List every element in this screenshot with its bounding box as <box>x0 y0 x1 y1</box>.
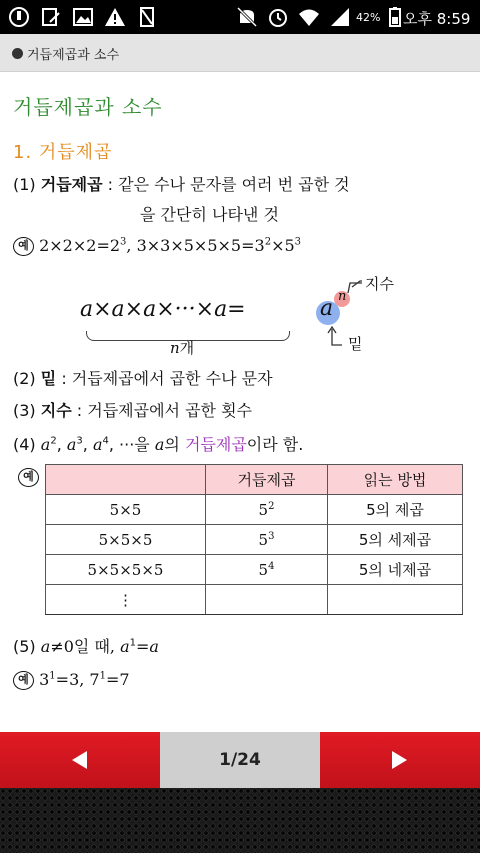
status-bar <box>0 0 480 34</box>
alarm-icon <box>267 6 289 28</box>
definition-5: (5) a≠0일 때, $a^1=a$ <box>13 637 159 656</box>
lesson-content <box>0 72 480 732</box>
definition-1-line2: 을 간단히 나타낸 것 <box>140 205 279 224</box>
table-header <box>46 465 206 495</box>
battery-percent: 42% <box>356 11 381 24</box>
power-table <box>45 464 463 615</box>
example-badge: 예 <box>18 468 39 487</box>
previous-page-button[interactable] <box>0 732 160 788</box>
page-title: 거듭제곱과 소수 <box>27 48 120 63</box>
exponent-label: 지수 <box>365 275 394 293</box>
table-row: 5×5×5×5 $5^4$ 5의 네제곱 <box>46 555 463 585</box>
speaker-grille-decoration <box>0 788 480 853</box>
definition-2: (2) 밑 : 거듭제곱에서 곱한 수나 문자 <box>13 369 273 388</box>
left-arrow-icon <box>72 751 87 769</box>
repeated-product: a×a×a×···×a= <box>80 297 246 322</box>
highlighted-term: 거듭제곱 <box>184 435 247 454</box>
table-header: 읽는 방법 <box>328 465 463 495</box>
example-badge: 예 <box>13 237 34 256</box>
table-row: ⋮ <box>46 585 463 615</box>
table-header-row <box>46 465 463 495</box>
table-header: 거듭제곱 <box>206 465 328 495</box>
bullet-icon <box>12 48 23 59</box>
section-heading: 1. 거듭제곱 <box>13 142 113 163</box>
signal-icon <box>329 6 351 28</box>
edit-icon <box>40 6 62 28</box>
image-icon <box>72 6 94 28</box>
example-2: 예 $3^1=3$, $7^1=7$ <box>13 670 130 690</box>
table-row: 5×5×5 $5^3$ 5의 세제곱 <box>46 525 463 555</box>
base-label: 밑 <box>348 335 363 353</box>
app-icon <box>8 6 30 28</box>
clock: 오후 8:59 <box>403 10 471 28</box>
example-badge: 예 <box>13 671 34 690</box>
exponent-symbol: n <box>338 289 347 304</box>
table-row: 5×5 $5^2$ 5의 제곱 <box>46 495 463 525</box>
definition-1: (1) 거듭제곱 : 같은 수나 문자를 여러 번 곱한 것 <box>13 175 350 194</box>
definition-4: (4) $a^2$, $a^3$, $a^4$, ···을 a의 거듭제곱이라 함. <box>13 435 304 454</box>
next-page-button[interactable] <box>320 732 480 788</box>
app-header <box>0 34 480 72</box>
lesson-heading: 거듭제곱과 소수 <box>13 95 163 119</box>
right-arrow-icon <box>392 751 407 769</box>
blocked-icon <box>136 6 158 28</box>
brace-label: n개 <box>170 339 195 357</box>
power-diagram <box>80 275 400 359</box>
definition-3: (3) 지수 : 거듭제곱에서 곱한 횟수 <box>13 401 252 420</box>
page-navigation <box>0 732 480 788</box>
page-indicator: 1/24 <box>160 732 320 788</box>
term-power: 거듭제곱 <box>40 175 103 194</box>
mute-icon <box>236 6 258 28</box>
example-1: 예 $2\times 2\times 2=2^3$, $3\times 3\times 5\times 5\times 5=3^2\times 5^3$ <box>13 236 301 256</box>
wifi-icon <box>298 6 320 28</box>
base-symbol: a <box>320 296 334 321</box>
warning-icon <box>104 6 126 28</box>
